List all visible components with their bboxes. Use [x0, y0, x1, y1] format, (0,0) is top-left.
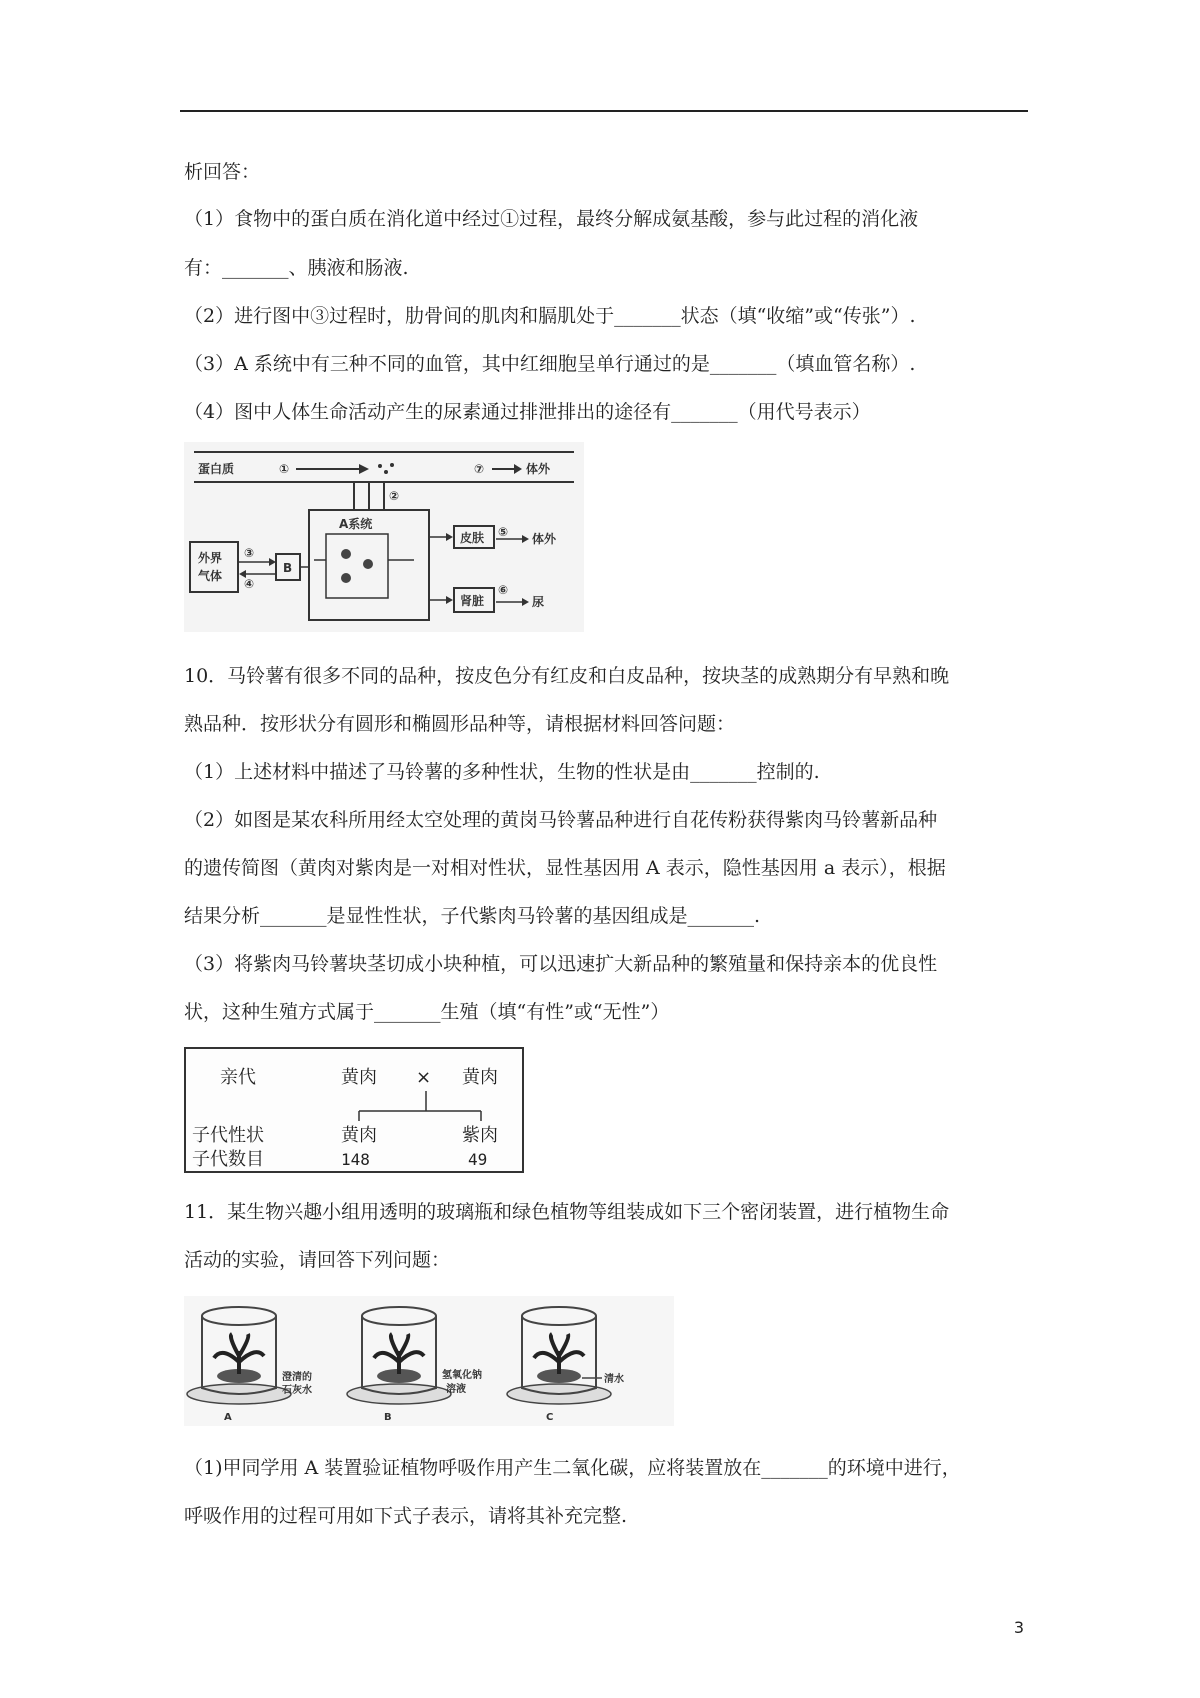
genetic-cross-table [184, 1047, 524, 1173]
protein-label: 蛋白质 [198, 462, 235, 476]
circle-7-label: ⑦ [474, 462, 485, 476]
parent-left: 黄肉 [341, 1067, 377, 1088]
urine-label: 尿 [532, 595, 545, 609]
jar-b-note-1: 氢氧化钠 [442, 1370, 482, 1381]
q9-part1-line2: 有：_______、胰液和肠液. [184, 257, 409, 279]
q11-part1-line2: 呼吸作用的过程可用如下式子表示，请将其补充完整. [184, 1505, 628, 1527]
q9-part4: （4）图中人体生命活动产生的尿素通过排泄排出的途径有_______（用代号表示） [184, 401, 871, 423]
sealed-jars-figure [184, 1296, 674, 1426]
q9-part3: （3）A 系统中有三种不同的血管，其中红细胞呈单行通过的是_______（填血管名称）. [184, 353, 916, 375]
jar-b-label: B [384, 1412, 392, 1423]
q10-stem-line2: 熟品种．按形状分有圆形和椭圆形品种等，请根据材料回答问题： [184, 713, 736, 735]
outside-top-label: 体外 [526, 462, 551, 476]
trait-label: 子代性状 [192, 1125, 264, 1146]
circle-1-label: ① [279, 462, 290, 476]
q10-part3-line2: 状，这种生殖方式属于_______生殖（填“有性”或“无性”） [184, 1001, 670, 1023]
q11-stem-line2: 活动的实验，请回答下列问题： [184, 1249, 451, 1271]
q10-part2-line1: （2）如图是某农科所用经太空处理的黄岗马铃薯品种进行自花传粉获得紫肉马铃薯新品种 [184, 809, 938, 831]
circle-6-label: ⑥ [498, 583, 509, 597]
parent-label: 亲代 [220, 1067, 256, 1088]
jar-a-label: A [224, 1412, 232, 1423]
q9-part1-line1: （1）食物中的蛋白质在消化道中经过①过程，最终分解成氨基酸，参与此过程的消化液 [184, 208, 919, 230]
jar-b-note-2: 溶液 [446, 1384, 466, 1395]
q10-part2-line3: 结果分析_______是显性性状，子代紫肉马铃薯的基因组成是_______. [184, 905, 761, 927]
digestion-system-diagram [184, 442, 584, 632]
count-label: 子代数目 [192, 1149, 264, 1170]
jar-a-note-2: 石灰水 [282, 1385, 312, 1396]
count-right: 49 [468, 1150, 488, 1169]
q10-stem-line1: 10．马铃薯有很多不同的品种，按皮色分有红皮和白皮品种，按块茎的成熟期分有早熟和晚 [184, 665, 950, 687]
q10-part2-line2: 的遗传简图（黄肉对紫肉是一对相对性状，显性基因用 A 表示，隐性基因用 a 表示），根据 [184, 857, 946, 879]
circle-4-label: ④ [244, 577, 255, 591]
circle-5-label: ⑤ [498, 525, 509, 539]
trait-right: 紫肉 [462, 1125, 498, 1146]
circle-3-label: ③ [244, 546, 255, 560]
skin-label: 皮肤 [460, 531, 485, 545]
a-system-label: A系统 [339, 517, 373, 531]
jar-c-note: 清水 [604, 1374, 624, 1385]
count-left: 148 [341, 1150, 370, 1169]
q9-part2: （2）进行图中③过程时，肋骨间的肌肉和膈肌处于_______状态（填“收缩”或“传张”）. [184, 305, 916, 327]
jar-c-label: C [546, 1412, 554, 1423]
q10-part1: （1）上述材料中描述了马铃薯的多种性状，生物的性状是由_______控制的. [184, 761, 820, 783]
circle-2-label: ② [389, 489, 400, 503]
external-gas-label-1: 外界 [198, 551, 223, 565]
b-box-label: B [283, 561, 293, 575]
header-rule [180, 110, 1028, 112]
q11-stem-line1: 11．某生物兴趣小组用透明的玻璃瓶和绿色植物等组装成如下三个密闭装置，进行植物生命 [184, 1201, 950, 1223]
trait-left: 黄肉 [341, 1125, 377, 1146]
q10-part3-line1: （3）将紫肉马铃薯块茎切成小块种植，可以迅速扩大新品种的繁殖量和保持亲本的优良性 [184, 953, 938, 975]
outside-skin-label: 体外 [532, 532, 557, 546]
cross-symbol: × [416, 1067, 432, 1088]
kidney-label: 肾脏 [460, 594, 485, 608]
jar-a-note-1: 澄清的 [282, 1372, 312, 1383]
page-number: 3 [1013, 1618, 1024, 1637]
parent-right: 黄肉 [462, 1067, 498, 1088]
external-gas-label-2: 气体 [198, 569, 223, 583]
q11-part1-line1: （1)甲同学用 A 装置验证植物呼吸作用产生二氧化碳，应将装置放在_______的环境中进行， [184, 1457, 961, 1479]
intro-text: 析回答： [184, 161, 261, 183]
